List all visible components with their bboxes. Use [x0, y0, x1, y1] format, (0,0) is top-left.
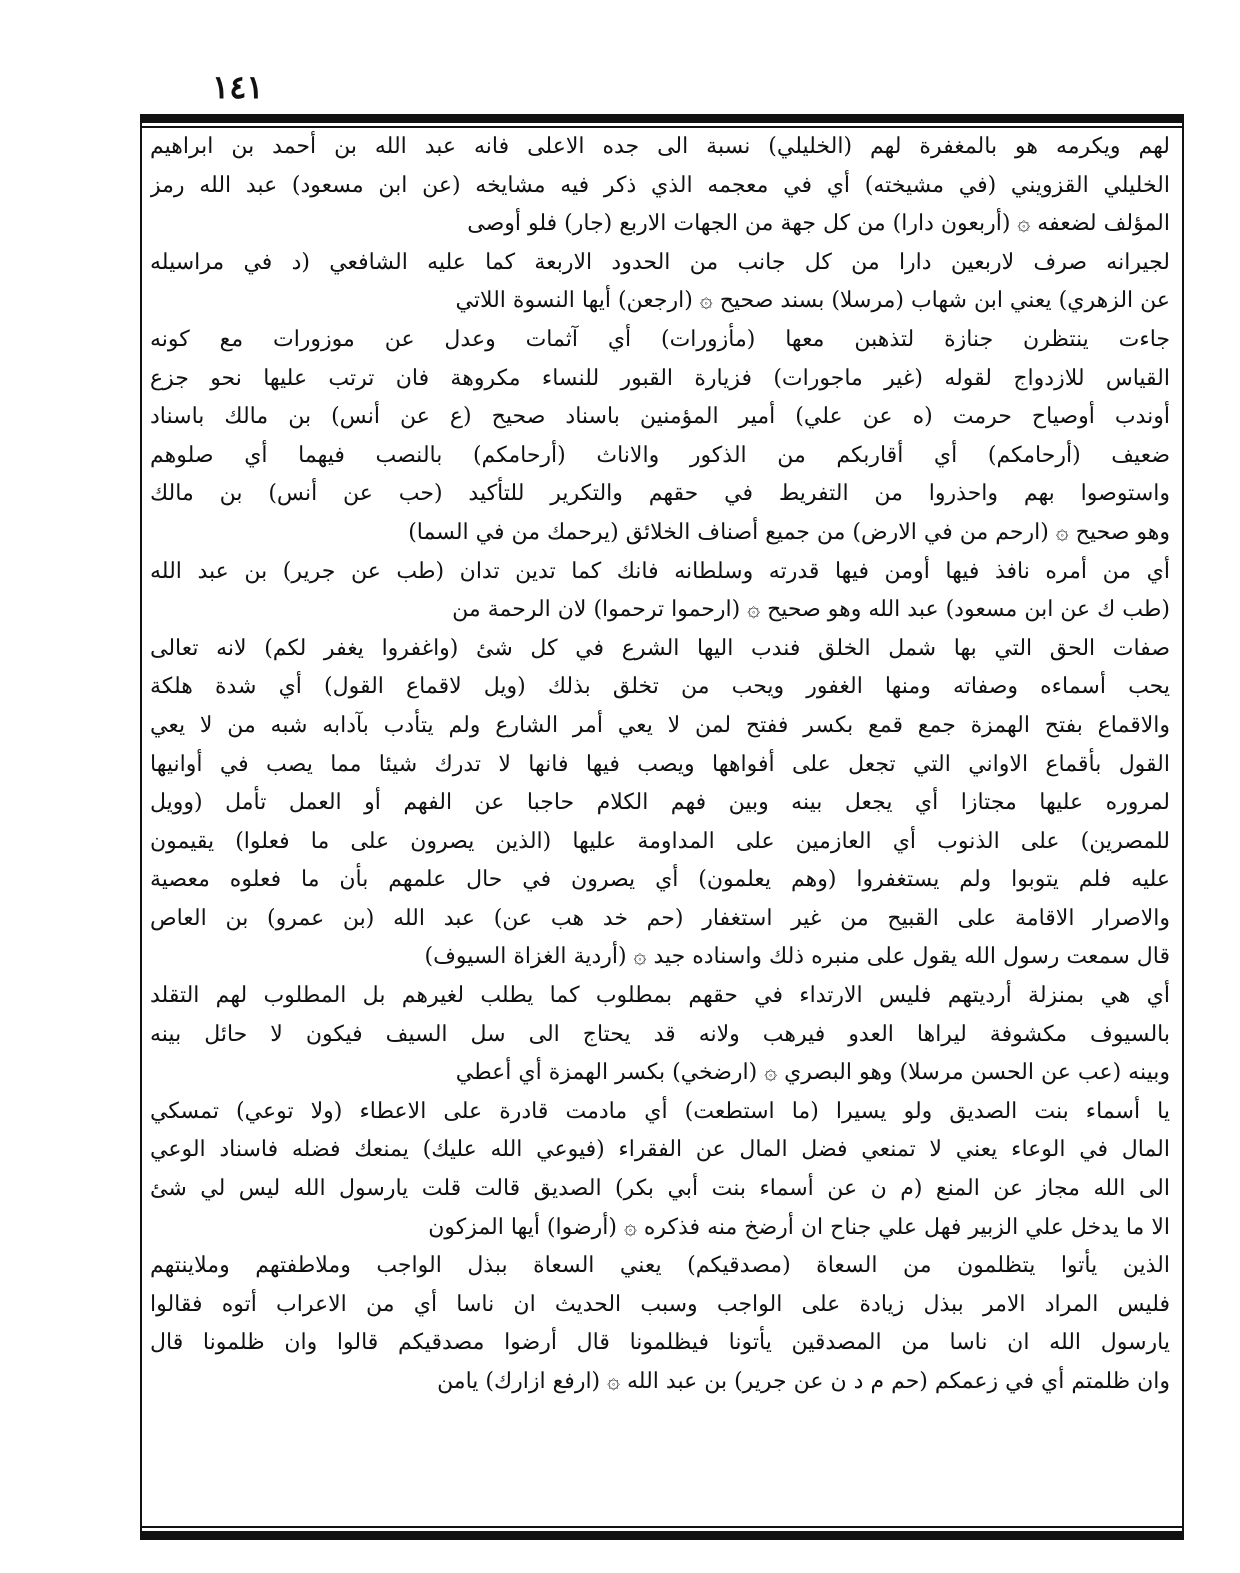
text-line: المال في الوعاء يعني لا تمنعي فضل المال عن الفقراء (فيوعي الله عليك) يمنعك فضله فاسناد الوعي [150, 1137, 1170, 1163]
text-line: الا ما يدخل علي الزبير فهل علي جناح ان أرضخ منه فذكره ۞ (أرضوا) أيها المزكون [428, 1214, 1170, 1240]
text-line: عليه فلم يتوبوا ولم يستغفروا (وهم يعلمون) أي يصرون في حال علمهم بأن ما فعلوه معصية [150, 867, 1170, 893]
text-line: الخليلي القزويني (في مشيخته) أي في معجمه الذي ذكر فيه مشايخه (عن ابن مسعود) عبد الله رمز [150, 172, 1170, 198]
text-line: ضعيف (أرحامكم) أي أقاربكم من الذكور والاناث (أرحامكم) بالنصب فيهما أي صلوهم [150, 442, 1170, 468]
text-line: والاصرار الاقامة على القبيح من غير استغفار (حم خد هب عن) عبد الله (بن عمرو) بن العاص [150, 905, 1170, 931]
page-number: ١٤١ [212, 68, 264, 106]
text-line: أي هي بمنزلة أرديتهم فليس الارتداء في حقهم بمطلوب كما يطلب لغيرهم بل المطلوب لهم التقلد [150, 983, 1170, 1009]
text-block [150, 128, 1170, 1402]
text-line: وان ظلمتم أي في زعمكم (حم م د ن عن جرير) بن عبد الله ۞ (ارفع ازارك) يامن [437, 1369, 1170, 1394]
text-line: جاءت ينتظرن جنازة لتذهبن معها (مأزورات) أي آثمات وعدل عن موزورات مع كونه [150, 326, 1170, 352]
text-line: لجيرانه صرف لاربعين دارا من كل جانب من الحدود الاربعة كما عليه الشافعي (د في مراسيله [150, 249, 1170, 275]
text-line: وبينه (عب عن الحسن مرسلا) وهو البصري ۞ (ارضخي) بكسر الهمزة أي أعطي [455, 1060, 1170, 1086]
text-line: يا أسماء بنت الصديق ولو يسيرا (ما استطعت) أي مادمت قادرة على الاعطاء (ولا توعي) تمسكي [150, 1098, 1170, 1124]
text-line: للمصرين) على الذنوب أي العازمين على المداومة عليها (الذين يصرون على ما فعلوا) يقيمون [150, 828, 1170, 854]
text-line: صفات الحق التي بها شمل الخلق فندب اليها الشرع في كل شئ (واغفروا يغفر لكم) لانه تعالى [150, 635, 1170, 661]
text-line: قال سمعت رسول الله يقول على منبره ذلك واسناده جيد ۞ (أردية الغزاة السيوف) [424, 944, 1170, 970]
text-line: واستوصوا بهم واحذروا من التفريط في حقهم والتكرير للتأكيد (حب عن أنس) بن مالك [150, 481, 1170, 507]
text-line: الى الله مجاز عن المنع (م ن عن أسماء بنت أبي بكر) الصديق قالت قلت يارسول الله ليس لي شئ [150, 1176, 1170, 1202]
text-line: القياس للازدواج لقوله (غير ماجورات) فزيارة القبور للنساء مكروهة فان ترتب عليها نحو جزع [150, 365, 1170, 391]
text-line: لمروره عليها مجتازا أي يجعل بينه وبين فهم الكلام حاجبا عن الفهم أو العمل تأمل (وويل [150, 790, 1170, 816]
text-line: لهم ويكرمه هو بالمغفرة لهم (الخليلي) نسبة الى جده الاعلى فانه عبد الله بن أحمد بن ابراهيم [150, 134, 1170, 159]
text-line: المؤلف لضعفه ۞ (أربعون دارا) من كل جهة من الجهات الاربع (جار) فلو أوصى [467, 211, 1170, 237]
text-line: أي من أمره نافذ فيها أومن فيها قدرته وسلطانه فانك كما تدين تدان (طب عن جرير) بن عبد الله [150, 558, 1170, 584]
text-line: والاقماع بفتح الهمزة جمع قمع بكسر ففتح لمن لا يعي أمر الشارع ولم يتأدب بآدابه شبه من لا يعي [150, 712, 1170, 738]
text-line: الذين يأتوا يتظلمون من السعاة (مصدقيكم) يعني السعاة ببذل الواجب وملاطفتهم وملاينتهم [150, 1253, 1170, 1279]
text-line: يارسول الله ان ناسا من المصدقين يأتونا فيظلمونا قال أرضوا مصدقيكم قالوا وان ظلمونا قال [150, 1330, 1170, 1356]
text-line: يحب أسماءه وصفاته ومنها الغفور ويحب من تخلق بذلك (ويل لاقماع القول) أي شدة هلكة [150, 674, 1170, 700]
text-line: (طب ك عن ابن مسعود) عبد الله وهو صحيح ۞ (ارحموا ترحموا) لان الرحمة من [452, 597, 1170, 623]
text-line: وهو صحيح ۞ (ارحم من في الارض) من جميع أصناف الخلائق (يرحمك من في السما) [408, 519, 1170, 545]
text-line: بالسيوف مكشوفة ليراها العدو فيرهب ولانه قد يحتاج الى سل السيف فيكون لا حائل بينه [150, 1021, 1170, 1047]
text-line: عن الزهري) يعني ابن شهاب (مرسلا) بسند صحيح ۞ (ارجعن) أيها النسوة اللاتي [455, 288, 1170, 314]
text-line: أوندب أوصياح حرمت (ه عن علي) أمير المؤمنين باسناد صحيح (ع عن أنس) بن مالك باسناد [150, 404, 1170, 430]
text-line: القول بأقماع الاواني التي تجعل على أفواهها ويصب فيها فانها لا تدرك شيئا مما يصب في أوانيها [150, 751, 1170, 777]
text-line: فليس المراد الامر ببذل زيادة على الواجب وسبب الحديث ان ناسا أي من الاعراب أتوه فقالوا [150, 1291, 1170, 1317]
